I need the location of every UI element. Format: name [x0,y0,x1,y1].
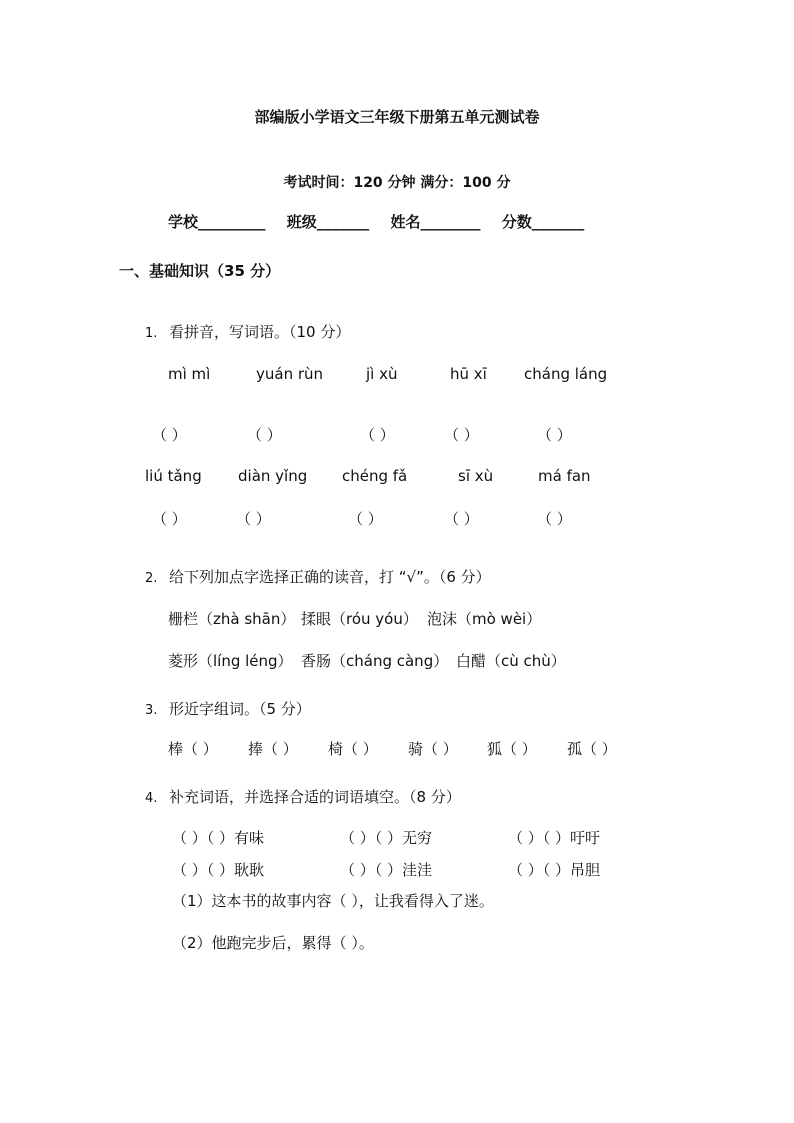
answer-blank[interactable]: （ ） [537,426,572,444]
pinyin: cháng láng [524,365,608,383]
pinyin: hū xī [450,365,487,383]
char-blank[interactable]: 椅（ ） [328,740,378,758]
question-number: 1. [145,326,158,341]
question-number: 4. [145,791,158,806]
class-field: 班级_______ [286,213,370,231]
char-blank[interactable]: 孤（ ） [567,740,617,758]
reading-choice[interactable]: 揉眼（róu yóu） [301,610,418,628]
char-blank[interactable]: 棒（ ） [168,740,218,758]
section-heading: 一、基础知识（35 分） [119,262,281,280]
name-field: 姓名________ [390,213,481,231]
question-1 [145,321,350,342]
answer-blank[interactable]: （ ） [444,426,479,444]
idiom-blank[interactable]: （ ）（ ）有味 [172,829,265,847]
sentence-fill[interactable]: （2）他跑完步后，累得（ ）。 [172,934,374,952]
pinyin: má fan [538,467,591,485]
idiom-blank[interactable]: （ ）（ ）耿耿 [172,861,265,879]
answer-blank[interactable]: （ ） [537,510,572,528]
answer-blank[interactable]: （ ） [360,426,395,444]
char-blank[interactable]: 狐（ ） [487,740,537,758]
question-4 [145,786,461,807]
answer-blank[interactable]: （ ） [348,510,383,528]
reading-choice[interactable]: 泡沫（mò wèi） [427,610,542,628]
answer-blank[interactable]: （ ） [444,510,479,528]
question-number: 3. [145,703,158,718]
answer-blank[interactable]: （ ） [247,426,282,444]
pinyin: mì mì [168,365,211,383]
idiom-blank[interactable]: （ ）（ ）吊胆 [508,861,601,879]
page-title: 部编版小学语文三年级下册第五单元测试卷 [254,108,540,126]
idiom-blank[interactable]: （ ）（ ）洼洼 [340,861,433,879]
reading-choice[interactable]: 香肠（cháng càng） [301,652,449,670]
student-fields [168,211,600,232]
reading-choice[interactable]: 菱形（líng léng） [168,652,293,670]
pinyin: liú tǎng [145,467,202,485]
pinyin: chéng fǎ [342,467,408,485]
char-blank[interactable]: 捧（ ） [248,740,298,758]
answer-blank[interactable]: （ ） [236,510,271,528]
question-text: 给下列加点字选择正确的读音，打 “√”。（6 分） [169,568,491,586]
question-text: 形近字组词。（5 分） [169,700,311,718]
idiom-blank[interactable]: （ ）（ ）无穷 [340,829,433,847]
score-field: 分数_______ [501,213,585,231]
question-2 [145,566,491,587]
question-text: 看拼音，写词语。（10 分） [169,323,351,341]
school-field: 学校_________ [168,213,266,231]
answer-blank[interactable]: （ ） [152,510,187,528]
char-blank[interactable]: 骑（ ） [408,740,458,758]
pinyin: diàn yǐng [238,467,308,485]
exam-info: 考试时间：120 分钟 满分：100 分 [283,175,511,191]
question-3 [145,698,311,719]
reading-choice[interactable]: 白醋（cù chù） [456,652,566,670]
pinyin: sī xù [458,467,494,485]
question-text: 补充词语，并选择合适的词语填空。（8 分） [169,788,461,806]
sentence-fill[interactable]: （1）这本书的故事内容（ ），让我看得入了迷。 [172,892,494,910]
question-number: 2. [145,571,158,586]
idiom-blank[interactable]: （ ）（ ）吁吁 [508,829,601,847]
pinyin: yuán rùn [256,365,324,383]
reading-choice[interactable]: 栅栏（zhà shān） [168,610,296,628]
answer-blank[interactable]: （ ） [152,426,187,444]
pinyin: jì xù [366,365,398,383]
